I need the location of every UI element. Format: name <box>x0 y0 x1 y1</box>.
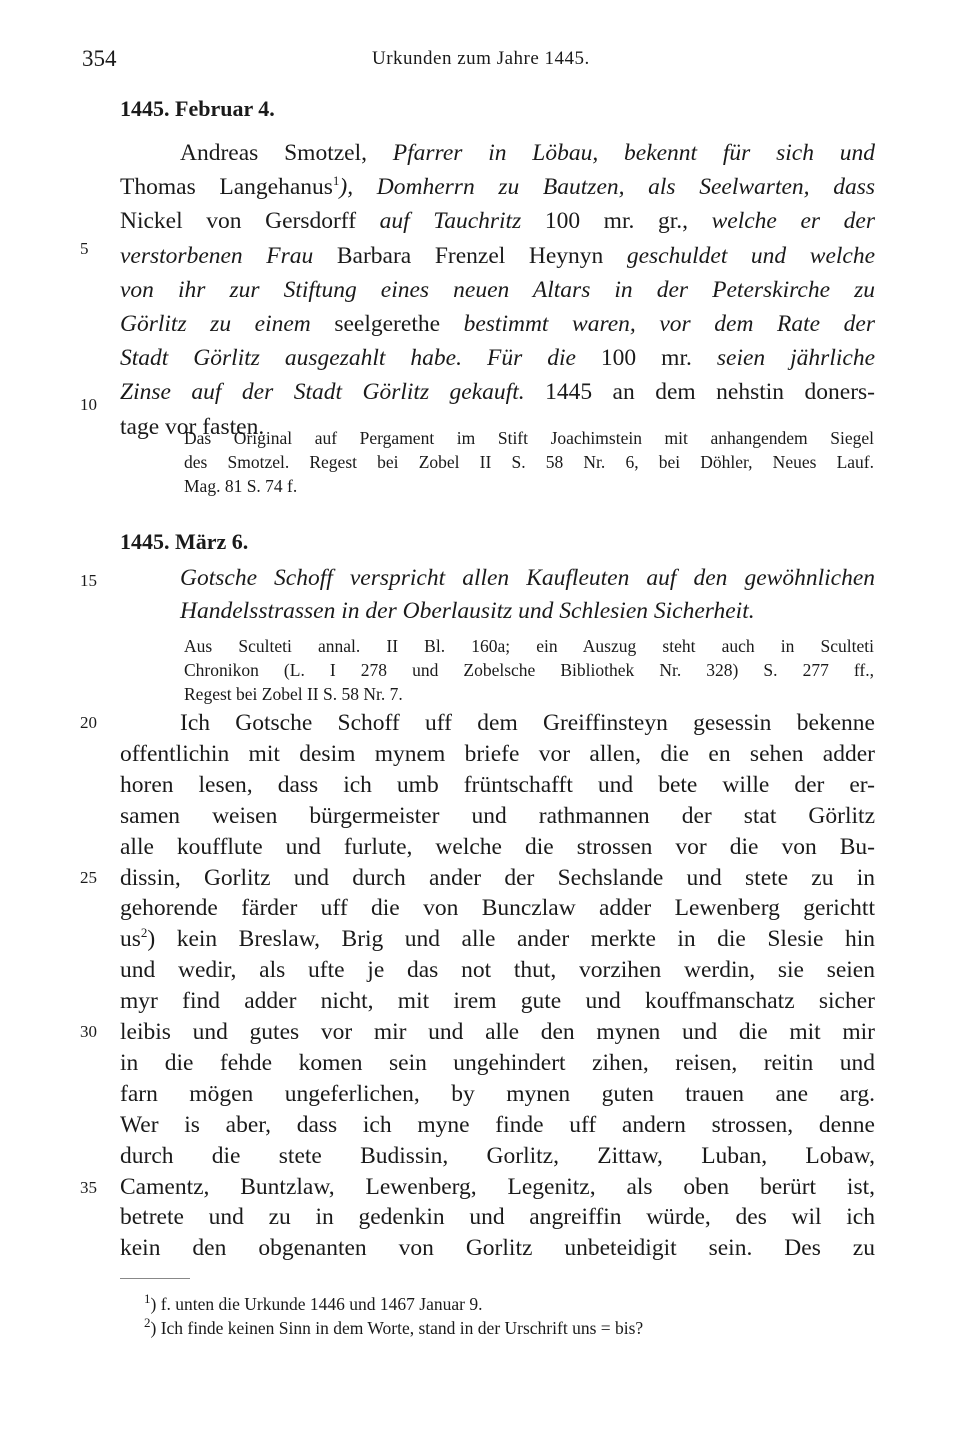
source-note-line: Aus Sculteti annal. II Bl. 160a; ein Auszug steht auch in Sculteti <box>184 636 874 656</box>
footnote <box>144 1316 643 1340</box>
footnote-marker: 2 <box>140 925 148 941</box>
footnote-text: ) f. unten die Urkunde 1446 und 1467 Januar 9. <box>150 1294 483 1314</box>
entry-summary-line <box>120 239 875 273</box>
document-text-line: in die fehde komen sein ungehindert zihen, reisen, reitin und <box>120 1049 875 1076</box>
footnote-rule <box>120 1278 190 1279</box>
source-note-line: Das Original auf Pergament im Stift Joachimstein mit anhangendem Siegel <box>184 428 874 448</box>
line-number: 30 <box>80 1022 97 1041</box>
entry-date: 1445. März 6. <box>120 529 249 554</box>
document-text-line: dissin, Gorlitz und durch ander der Sechslande und stete zu in <box>120 864 875 891</box>
text-segment: seelgerethe <box>310 311 464 337</box>
entry-summary-line: Handelsstrassen in der Oberlausitz und Schlesien Sicherheit. <box>180 598 755 624</box>
document-text-line: und wedir, als ufte je das not thut, vorzihen werdin, sie seien <box>120 957 875 984</box>
source-note-line: Mag. 81 S. 74 f. <box>184 476 298 496</box>
footnote <box>144 1292 482 1316</box>
text-segment: bestimmt waren, vor dem Rate der <box>463 311 875 337</box>
text-segment: ) kein Breslaw, Brig und alle ander merkte in die Slesie hin <box>147 926 875 953</box>
entry-summary-line: Gotsche Schoff verspricht allen Kaufleuten auf den gewöhnlichen <box>180 565 875 591</box>
document-text-line: Ich Gotsche Schoff uff dem Greiffinsteyn gesessin bekenne <box>180 710 875 736</box>
line-number: 35 <box>80 1178 97 1197</box>
text-segment: 100 mr. <box>575 345 717 372</box>
line-number: 10 <box>80 395 97 414</box>
text-segment: Andreas Smotzel, <box>180 140 393 166</box>
text-segment: Stadt Görlitz ausgezahlt habe. Für die <box>120 345 576 372</box>
footnote-marker: 2 <box>144 1315 151 1331</box>
source-note-line: Chronikon (L. I 278 und Zobelsche Bibliothek Nr. 328) S. 277 ff., <box>184 660 874 680</box>
document-text-line: offentlichin mit desim mynem briefe vor allen, die en sehen adder <box>120 740 875 767</box>
entry-summary-line <box>120 170 875 204</box>
text-segment: Nickel von Gersdorff <box>120 208 380 235</box>
text-segment: Zinse auf der Stadt Görlitz gekauft. <box>120 379 525 406</box>
footnote-text: ) Ich finde keinen Sinn in dem Worte, stand in der Urschrift uns = bis? <box>150 1318 644 1338</box>
document-text-line: farn mögen ungeferlichen, by mynen guten trauen ane arg. <box>120 1080 875 1107</box>
document-text-line <box>120 922 875 956</box>
entry-summary-line <box>120 341 875 375</box>
document-text-line: kein den obgenanten von Gorlitz unbeteidigit sein. Des zu <box>120 1235 875 1262</box>
document-text-line: horen lesen, dass ich umb früntschafft und bete wille der er- <box>120 771 875 798</box>
text-segment: ), Domherrn zu Bautzen, als Seelwarten, dass <box>339 174 875 201</box>
running-title: Urkunden zum Jahre 1445. <box>372 48 590 69</box>
text-segment: welche er der <box>711 208 875 235</box>
entry-summary-line <box>120 375 875 409</box>
document-text-line: Camentz, Buntzlaw, Lewenberg, Legenitz, als oben berürt ist, <box>120 1173 875 1200</box>
document-text-line: Wer is aber, dass ich myne finde uff andern strossen, denne <box>120 1111 875 1138</box>
line-number: 25 <box>80 868 97 887</box>
document-text-line: gehorende färder uff die von Bunczlaw adder Lewenberg gerichtt <box>120 895 875 922</box>
document-text-line: alle koufflute und furlute, welche die strossen vor die von Bu- <box>120 833 875 860</box>
entry-summary-line <box>120 204 875 238</box>
text-segment: 1445 an dem nehstin doners- <box>524 379 875 406</box>
text-segment: verstorbenen Frau <box>120 242 314 269</box>
text-segment: auf Tauchritz <box>379 208 522 235</box>
entry-summary-line <box>120 307 875 341</box>
page-number: 354 <box>82 46 117 71</box>
footnote-marker: 1 <box>144 1291 151 1307</box>
text-segment: Pfarrer in Löbau, bekennt für sich und <box>392 140 875 166</box>
text-segment: Thomas Langehanus <box>120 174 333 201</box>
text-segment: Barbara Frenzel Heynyn <box>313 242 627 269</box>
source-note-line: des Smotzel. Regest bei Zobel II S. 58 Nr. 6, bei Döhler, Neues Lauf. <box>184 452 874 472</box>
document-text-line: leibis und gutes vor mir und alle den mynen und die mit mir <box>120 1019 875 1045</box>
document-text-line: samen weisen bürgermeister und rathmannen der stat Görlitz <box>120 802 875 829</box>
entry-date: 1445. Februar 4. <box>120 96 275 121</box>
line-number: 15 <box>80 571 97 590</box>
entry-summary-line <box>120 273 875 307</box>
footnote-marker: 1 <box>332 173 340 189</box>
line-number: 20 <box>80 713 97 732</box>
source-note-line: Regest bei Zobel II S. 58 Nr. 7. <box>184 684 403 704</box>
text-segment: von ihr zur Stiftung eines neuen Altars in der Peterskirche zu <box>120 276 875 303</box>
text-segment: Görlitz zu einem <box>120 311 311 337</box>
page-header <box>82 46 882 76</box>
text-segment: seien jährliche <box>716 345 875 372</box>
line-number: 5 <box>80 239 89 258</box>
entry-summary-line <box>180 136 875 170</box>
text-segment: 100 mr. gr., <box>521 208 712 235</box>
text-segment: us <box>120 926 141 953</box>
document-text-line: myr find adder nicht, mit irem gute und kouffmanschatz sicher <box>120 988 875 1015</box>
document-text-line: durch die stete Budissin, Gorlitz, Zittaw, Luban, Lobaw, <box>120 1142 875 1169</box>
text-segment: tage vor fasten. <box>120 413 265 440</box>
text-segment: geschuldet und welche <box>626 242 876 269</box>
document-text-line: betrete und zu in gedenkin und angreiffin würde, des wil ich <box>120 1204 875 1231</box>
